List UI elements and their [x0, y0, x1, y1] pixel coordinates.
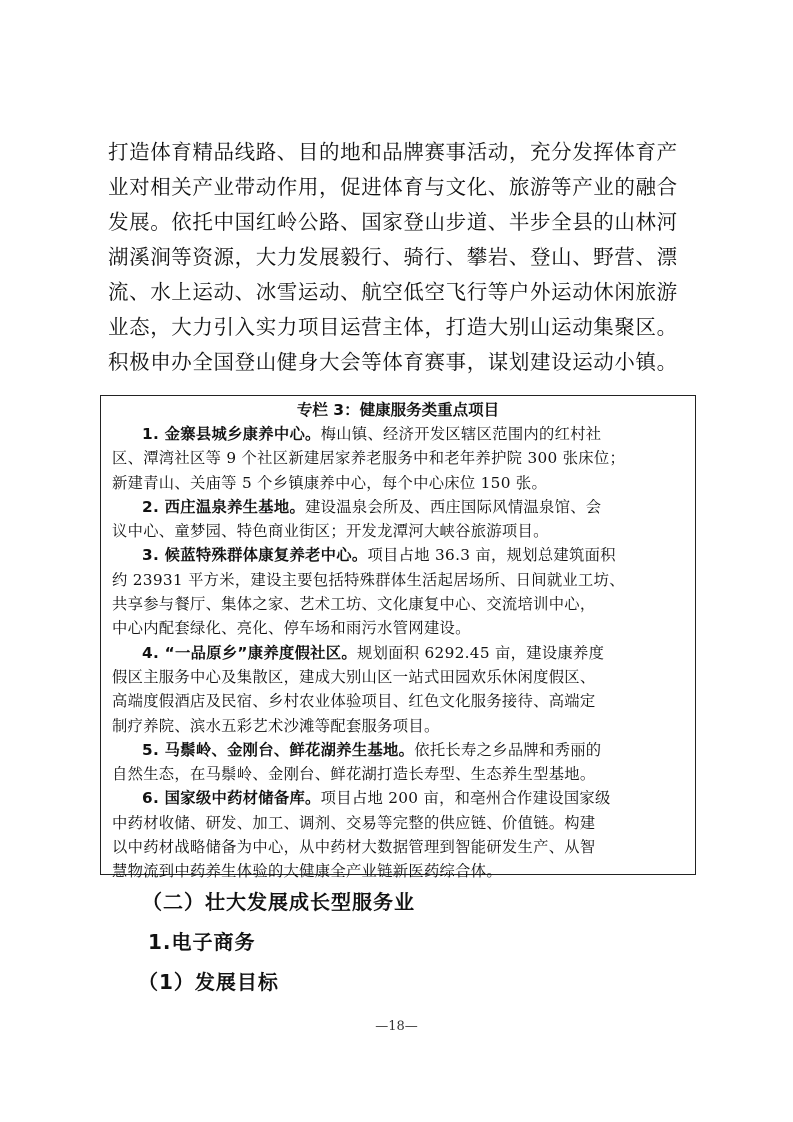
page-number: —18— [375, 1019, 418, 1034]
box-item-line [112, 714, 690, 738]
box-item-line [112, 738, 690, 762]
box-item-line [112, 446, 690, 470]
item-heading: 4. “一品原乡”康养度假社区。 [142, 643, 357, 662]
item-text: 建设温泉会所及、西庄国际风情温泉馆、会 [305, 497, 602, 516]
section-heading: （二）壮大发展成长型服务业 [142, 890, 415, 914]
item-text: 慧物流到中药养生体验的大健康全产业链新医药综合体。 [112, 862, 502, 881]
box-item-line [112, 568, 690, 592]
item-text: 制疗养院、滨水五彩艺术沙滩等配套服务项目。 [112, 716, 440, 735]
item-text: 梅山镇、经济开发区辖区范围内的红村社 [320, 425, 602, 443]
box-item-line [112, 592, 690, 616]
paragraph-line: 流、水上运动、冰雪运动、航空低空飞行等户外运动休闲旅游 [108, 280, 678, 304]
item-text: 规划面积 6292.45 亩，建设康养度 [356, 643, 605, 662]
item-text: 自然生态，在马鬃岭、金刚台、鲜花湖打造长寿型、生态养生型基地。 [112, 765, 596, 784]
box-item-line [112, 859, 690, 883]
paragraph-line: 业对相关产业带动作用，促进体育与文化、旅游等产业的融合 [108, 175, 678, 199]
item-heading: 3. 候蓝特殊群体康复养老中心。 [142, 546, 368, 565]
item-text: 高端度假酒店及民宿、乡村农业体验项目、红色文化服务接待、高端定 [112, 692, 596, 711]
item-heading: 5. 马鬃岭、金刚台、鲜花湖养生基地。 [142, 740, 415, 759]
paragraph-line: 打造体育精品线路、目的地和品牌赛事活动，充分发挥体育产 [108, 140, 678, 164]
item-text: 约 23931 平方米，建设主要包括特殊群体生活起居场所、日间就业工坊、 [112, 570, 625, 589]
subsubsection-heading: （1）发展目标 [138, 970, 279, 994]
box-item-line [112, 519, 690, 543]
item-text: 中心内配套绿化、亮化、停车场和雨污水管网建设。 [112, 619, 471, 638]
item-text: 项目占地 36.3 亩，规划总建筑面积 [367, 546, 616, 565]
box-item-line [112, 471, 690, 495]
item-text: 以中药材战略储备为中心，从中药材大数据管理到智能研发生产、从智 [112, 838, 596, 857]
box-title: 专栏 3：健康服务类重点项目 [296, 401, 500, 419]
box-item-line [112, 495, 690, 519]
item-heading: 2. 西庄温泉养生基地。 [142, 497, 306, 516]
paragraph-line: 湖溪涧等资源，大力发展毅行、骑行、攀岩、登山、野营、漂 [108, 245, 678, 269]
item-text: 区、潭湾社区等 9 个社区新建居家养老服务中和老年养护院 300 张床位； [112, 449, 626, 468]
item-text: 中药材收储、研发、加工、调剂、交易等完整的供应链、价值链。构建 [112, 813, 596, 832]
paragraph-line: 发展。依托中国红岭公路、国家登山步道、半步全县的山林河 [108, 210, 678, 234]
project-column-box [100, 395, 696, 881]
box-item-line [112, 641, 690, 665]
box-item-line [112, 811, 690, 835]
item-text: 新建青山、关庙等 5 个乡镇康养中心，每个中心床位 150 张。 [112, 473, 548, 492]
item-text: 共享参与餐厅、集体之家、艺术工坊、文化康复中心、交流培训中心， [112, 595, 596, 614]
box-item-line [112, 835, 690, 859]
paragraph-line: 业态，大力引入实力项目运营主体，打造大别山运动集聚区。 [108, 315, 678, 339]
box-item-line [112, 543, 690, 567]
item-text: 议中心、童梦园、特色商业街区；开发龙潭河大峡谷旅游项目。 [112, 522, 549, 541]
box-lines [112, 422, 690, 884]
item-text: 依托长寿之乡品牌和秀丽的 [414, 740, 602, 759]
subsection-heading: 1.电子商务 [148, 930, 256, 954]
paragraph-line: 积极申办全国登山健身大会等体育赛事，谋划建设运动小镇。 [108, 350, 678, 374]
item-heading: 6. 国家级中药材储备库。 [142, 789, 321, 808]
box-item-line [112, 689, 690, 713]
box-item-line [112, 786, 690, 810]
body-paragraph [108, 135, 688, 380]
box-item-line [112, 665, 690, 689]
item-text: 假区主服务中心及集散区，建成大别山区一站式田园欢乐休闲度假区、 [112, 667, 596, 686]
box-item-line [112, 616, 690, 640]
item-heading: 1. 金寨县城乡康养中心。 [142, 425, 321, 443]
item-text: 项目占地 200 亩，和亳州合作建设国家级 [320, 789, 611, 808]
box-item-line [112, 762, 690, 786]
box-item-line [112, 422, 690, 446]
